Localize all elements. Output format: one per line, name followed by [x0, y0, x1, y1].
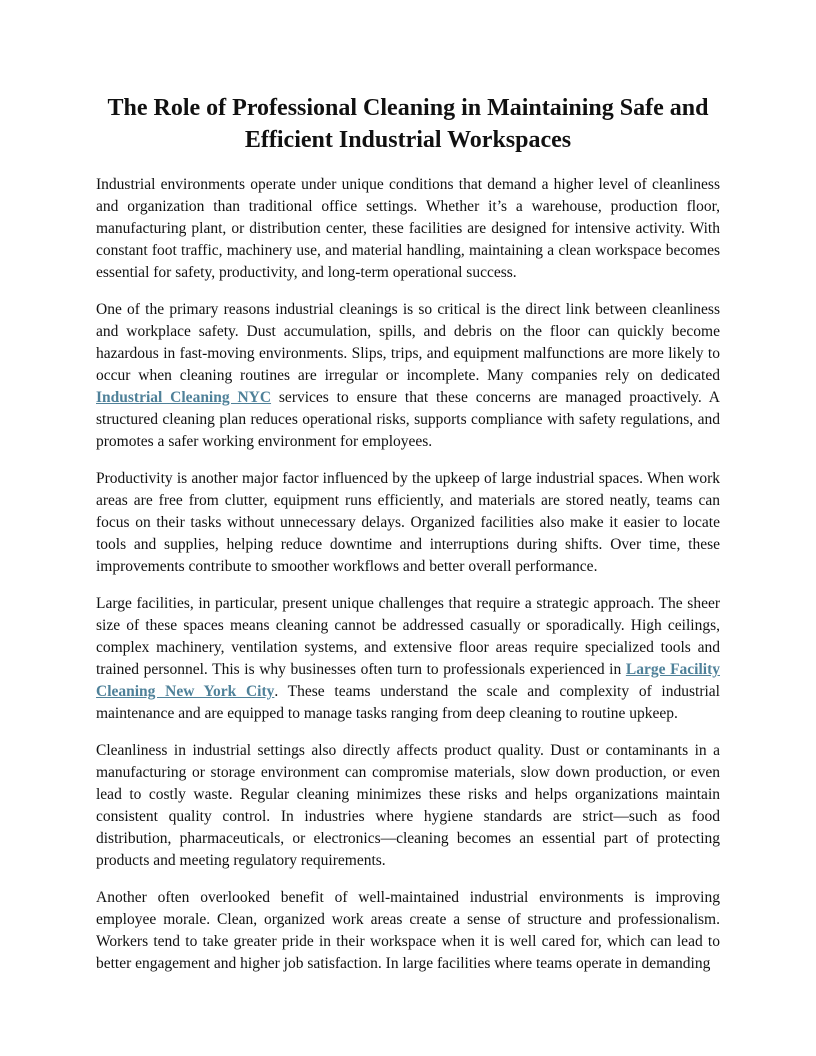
paragraph-product-quality: Cleanliness in industrial settings also directly affects product quality. Dust or contaminants in a manufacturing or storage environment can compromise materials, slow down production, or even lead to costly waste. Regular cleaning minimizes these risks and helps organizations maintain consistent quality control. In industries where hygiene standards are strict—such as food distribution, pharmaceuticals, or electronics—cleaning becomes an essential part of protecting products and meeting regulatory requirements. — [96, 742, 720, 869]
paragraph-text: services to ensure that these concerns are managed proactively. A structured cleaning plan reduces operational risks, supports compliance with safety regulations, and promotes a safer working environment for employees. — [96, 389, 720, 450]
title-line-1: The Role of Professional Cleaning in Maintaining Safe and — [107, 95, 709, 121]
paragraph-morale: Another often overlooked benefit of well-maintained industrial environments is improving employee morale. Clean, organized work areas create a sense of structure and professionalism. Workers tend to take greater pride in their workspace when it is well cared for, which can lead to better engagement and higher job satisfaction. In large facilities where teams operate in demanding — [96, 889, 720, 972]
industrial-cleaning-nyc-link[interactable]: Industrial Cleaning NYC — [96, 389, 272, 406]
paragraph-intro: Industrial environments operate under unique conditions that demand a higher level of cleanliness and organization than traditional office settings. Whether it’s a warehouse, production floor, manufacturing plant, or distribution center, these facilities are designed for intensive activity. With constant foot traffic, machinery use, and material handling, maintaining a clean workspace becomes essential for safety, productivity, and long-term operational success. — [96, 176, 720, 281]
document-page — [96, 92, 720, 990]
paragraph-large-facilities — [96, 593, 720, 725]
document-title — [96, 92, 720, 156]
paragraph-safety — [96, 299, 720, 453]
paragraph-productivity: Productivity is another major factor influenced by the upkeep of large industrial spaces. When work areas are free from clutter, equipment runs efficiently, and materials are stored neatly, teams can focus on their tasks without unnecessary delays. Organized facilities also make it easier to locate tools and supplies, helping reduce downtime and interruptions during shifts. Over time, these improvements contribute to smoother workflows and better overall performance. — [96, 470, 720, 575]
large-facility-cleaning-link[interactable]: Large Facility Cleaning New York City — [96, 661, 720, 700]
paragraph-text: One of the primary reasons industrial cleanings is so critical is the direct link between cleanliness and workplace safety. Dust accumulation, spills, and debris on the floor can quickly become hazardous in fast-moving environments. Slips, trips, and equipment malfunctions are more likely to occur when cleaning routines are irregular or incomplete. Many companies rely on dedicated — [96, 301, 720, 384]
title-line-2: Efficient Industrial Workspaces — [244, 127, 572, 153]
paragraph-text: . These teams understand the scale and complexity of industrial maintenance and are equipped to manage tasks ranging from deep cleaning to routine upkeep. — [96, 683, 720, 722]
paragraph-text: Large facilities, in particular, present unique challenges that require a strategic approach. The sheer size of these spaces means cleaning cannot be addressed casually or sporadically. High ceilings, complex machinery, ventilation systems, and extensive floor areas require specialized tools and trained personnel. This is why businesses often turn to professionals experienced in — [96, 595, 720, 678]
